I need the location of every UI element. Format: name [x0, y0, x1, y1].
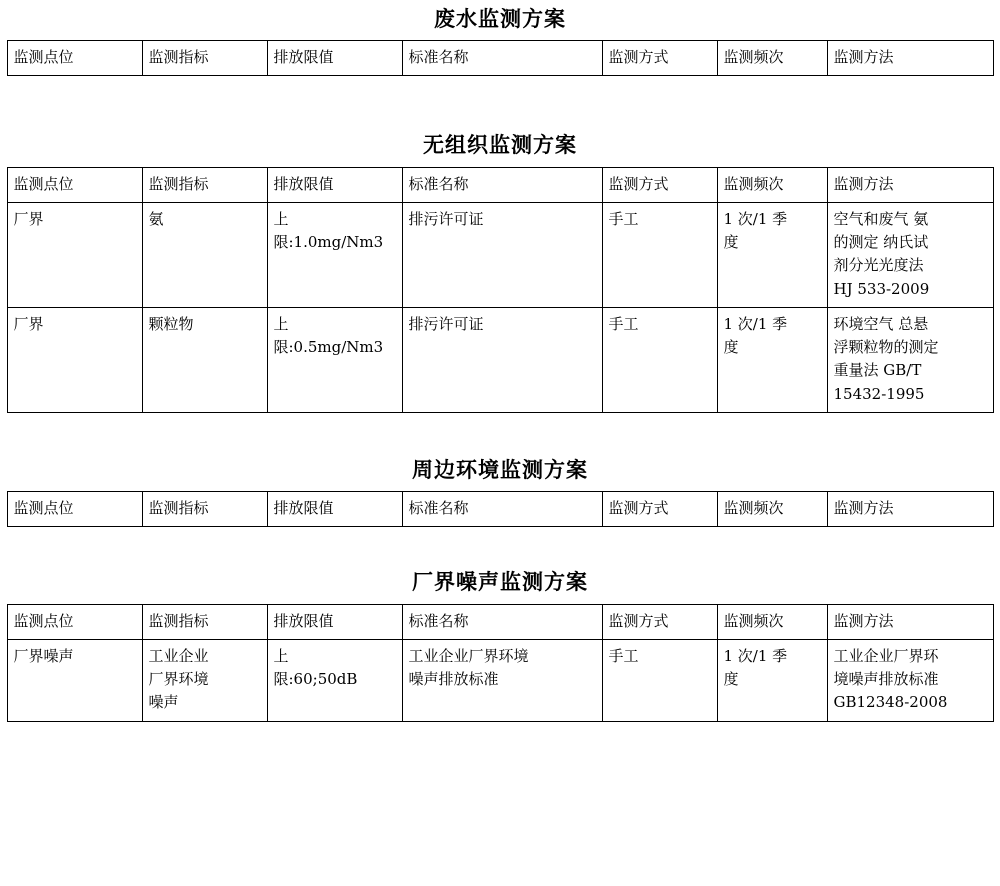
column-header-method: 监测方法 — [827, 167, 993, 202]
cell-limit: 上 限:1.0mg/Nm3 — [267, 202, 402, 307]
column-header-method: 监测方法 — [827, 604, 993, 639]
column-header-method-type: 监测方式 — [602, 167, 717, 202]
column-header-indicator: 监测指标 — [142, 492, 267, 527]
column-header-method: 监测方法 — [827, 492, 993, 527]
section-title: 废水监测方案 — [434, 6, 566, 31]
column-header-frequency: 监测频次 — [717, 604, 827, 639]
section-surrounding-environment — [6, 457, 994, 527]
section-title: 无组织监测方案 — [423, 132, 577, 158]
section-title: 厂界噪声监测方案 — [412, 569, 588, 595]
cell-method-type: 手工 — [602, 307, 717, 412]
column-header-method-type: 监测方式 — [602, 41, 717, 76]
table-header-row — [7, 41, 993, 76]
table-header-row — [7, 604, 993, 639]
column-header-standard: 标准名称 — [402, 492, 602, 527]
cell-point: 厂界 — [7, 307, 142, 412]
cell-standard: 排污许可证 — [402, 202, 602, 307]
cell-point: 厂界噪声 — [7, 639, 142, 721]
table-row — [7, 639, 993, 721]
column-header-limit: 排放限值 — [267, 604, 402, 639]
cell-standard: 工业企业厂界环境 噪声排放标准 — [402, 639, 602, 721]
table-header-row — [7, 167, 993, 202]
surrounding-environment-table — [7, 491, 994, 527]
column-header-frequency: 监测频次 — [717, 492, 827, 527]
cell-limit: 上 限:0.5mg/Nm3 — [267, 307, 402, 412]
cell-method: 工业企业厂界环 境噪声排放标准 GB12348-2008 — [827, 639, 993, 721]
fugitive-table — [7, 167, 994, 413]
cell-frequency: 1 次/1 季 度 — [717, 202, 827, 307]
column-header-frequency: 监测频次 — [717, 41, 827, 76]
section-fugitive — [6, 132, 994, 412]
section-wastewater — [6, 6, 994, 76]
column-header-limit: 排放限值 — [267, 167, 402, 202]
cell-standard: 排污许可证 — [402, 307, 602, 412]
column-header-point: 监测点位 — [7, 492, 142, 527]
column-header-indicator: 监测指标 — [142, 604, 267, 639]
cell-frequency: 1 次/1 季 度 — [717, 639, 827, 721]
cell-indicator: 氨 — [142, 202, 267, 307]
column-header-standard: 标准名称 — [402, 604, 602, 639]
column-header-standard: 标准名称 — [402, 41, 602, 76]
cell-method-type: 手工 — [602, 202, 717, 307]
column-header-frequency: 监测频次 — [717, 167, 827, 202]
cell-point: 厂界 — [7, 202, 142, 307]
wastewater-table — [7, 40, 994, 76]
column-header-method-type: 监测方式 — [602, 492, 717, 527]
column-header-method-type: 监测方式 — [602, 604, 717, 639]
cell-method: 空气和废气 氨 的测定 纳氏试 剂分光光度法 HJ 533-2009 — [827, 202, 993, 307]
column-header-point: 监测点位 — [7, 604, 142, 639]
column-header-limit: 排放限值 — [267, 492, 402, 527]
section-title: 周边环境监测方案 — [412, 456, 588, 482]
document-page — [0, 6, 1000, 886]
column-header-indicator: 监测指标 — [142, 167, 267, 202]
column-header-point: 监测点位 — [7, 167, 142, 202]
cell-indicator: 工业企业 厂界环境 噪声 — [142, 639, 267, 721]
column-header-indicator: 监测指标 — [142, 41, 267, 76]
column-header-limit: 排放限值 — [267, 41, 402, 76]
boundary-noise-table — [7, 604, 994, 722]
column-header-point: 监测点位 — [7, 41, 142, 76]
table-header-row — [7, 492, 993, 527]
cell-method: 环境空气 总悬 浮颗粒物的测定 重量法 GB/T 15432-1995 — [827, 307, 993, 412]
section-boundary-noise — [6, 569, 994, 721]
cell-indicator: 颗粒物 — [142, 307, 267, 412]
table-row — [7, 307, 993, 412]
cell-method-type: 手工 — [602, 639, 717, 721]
cell-frequency: 1 次/1 季 度 — [717, 307, 827, 412]
cell-limit: 上 限:60;50dB — [267, 639, 402, 721]
column-header-standard: 标准名称 — [402, 167, 602, 202]
table-row — [7, 202, 993, 307]
column-header-method: 监测方法 — [827, 41, 993, 76]
